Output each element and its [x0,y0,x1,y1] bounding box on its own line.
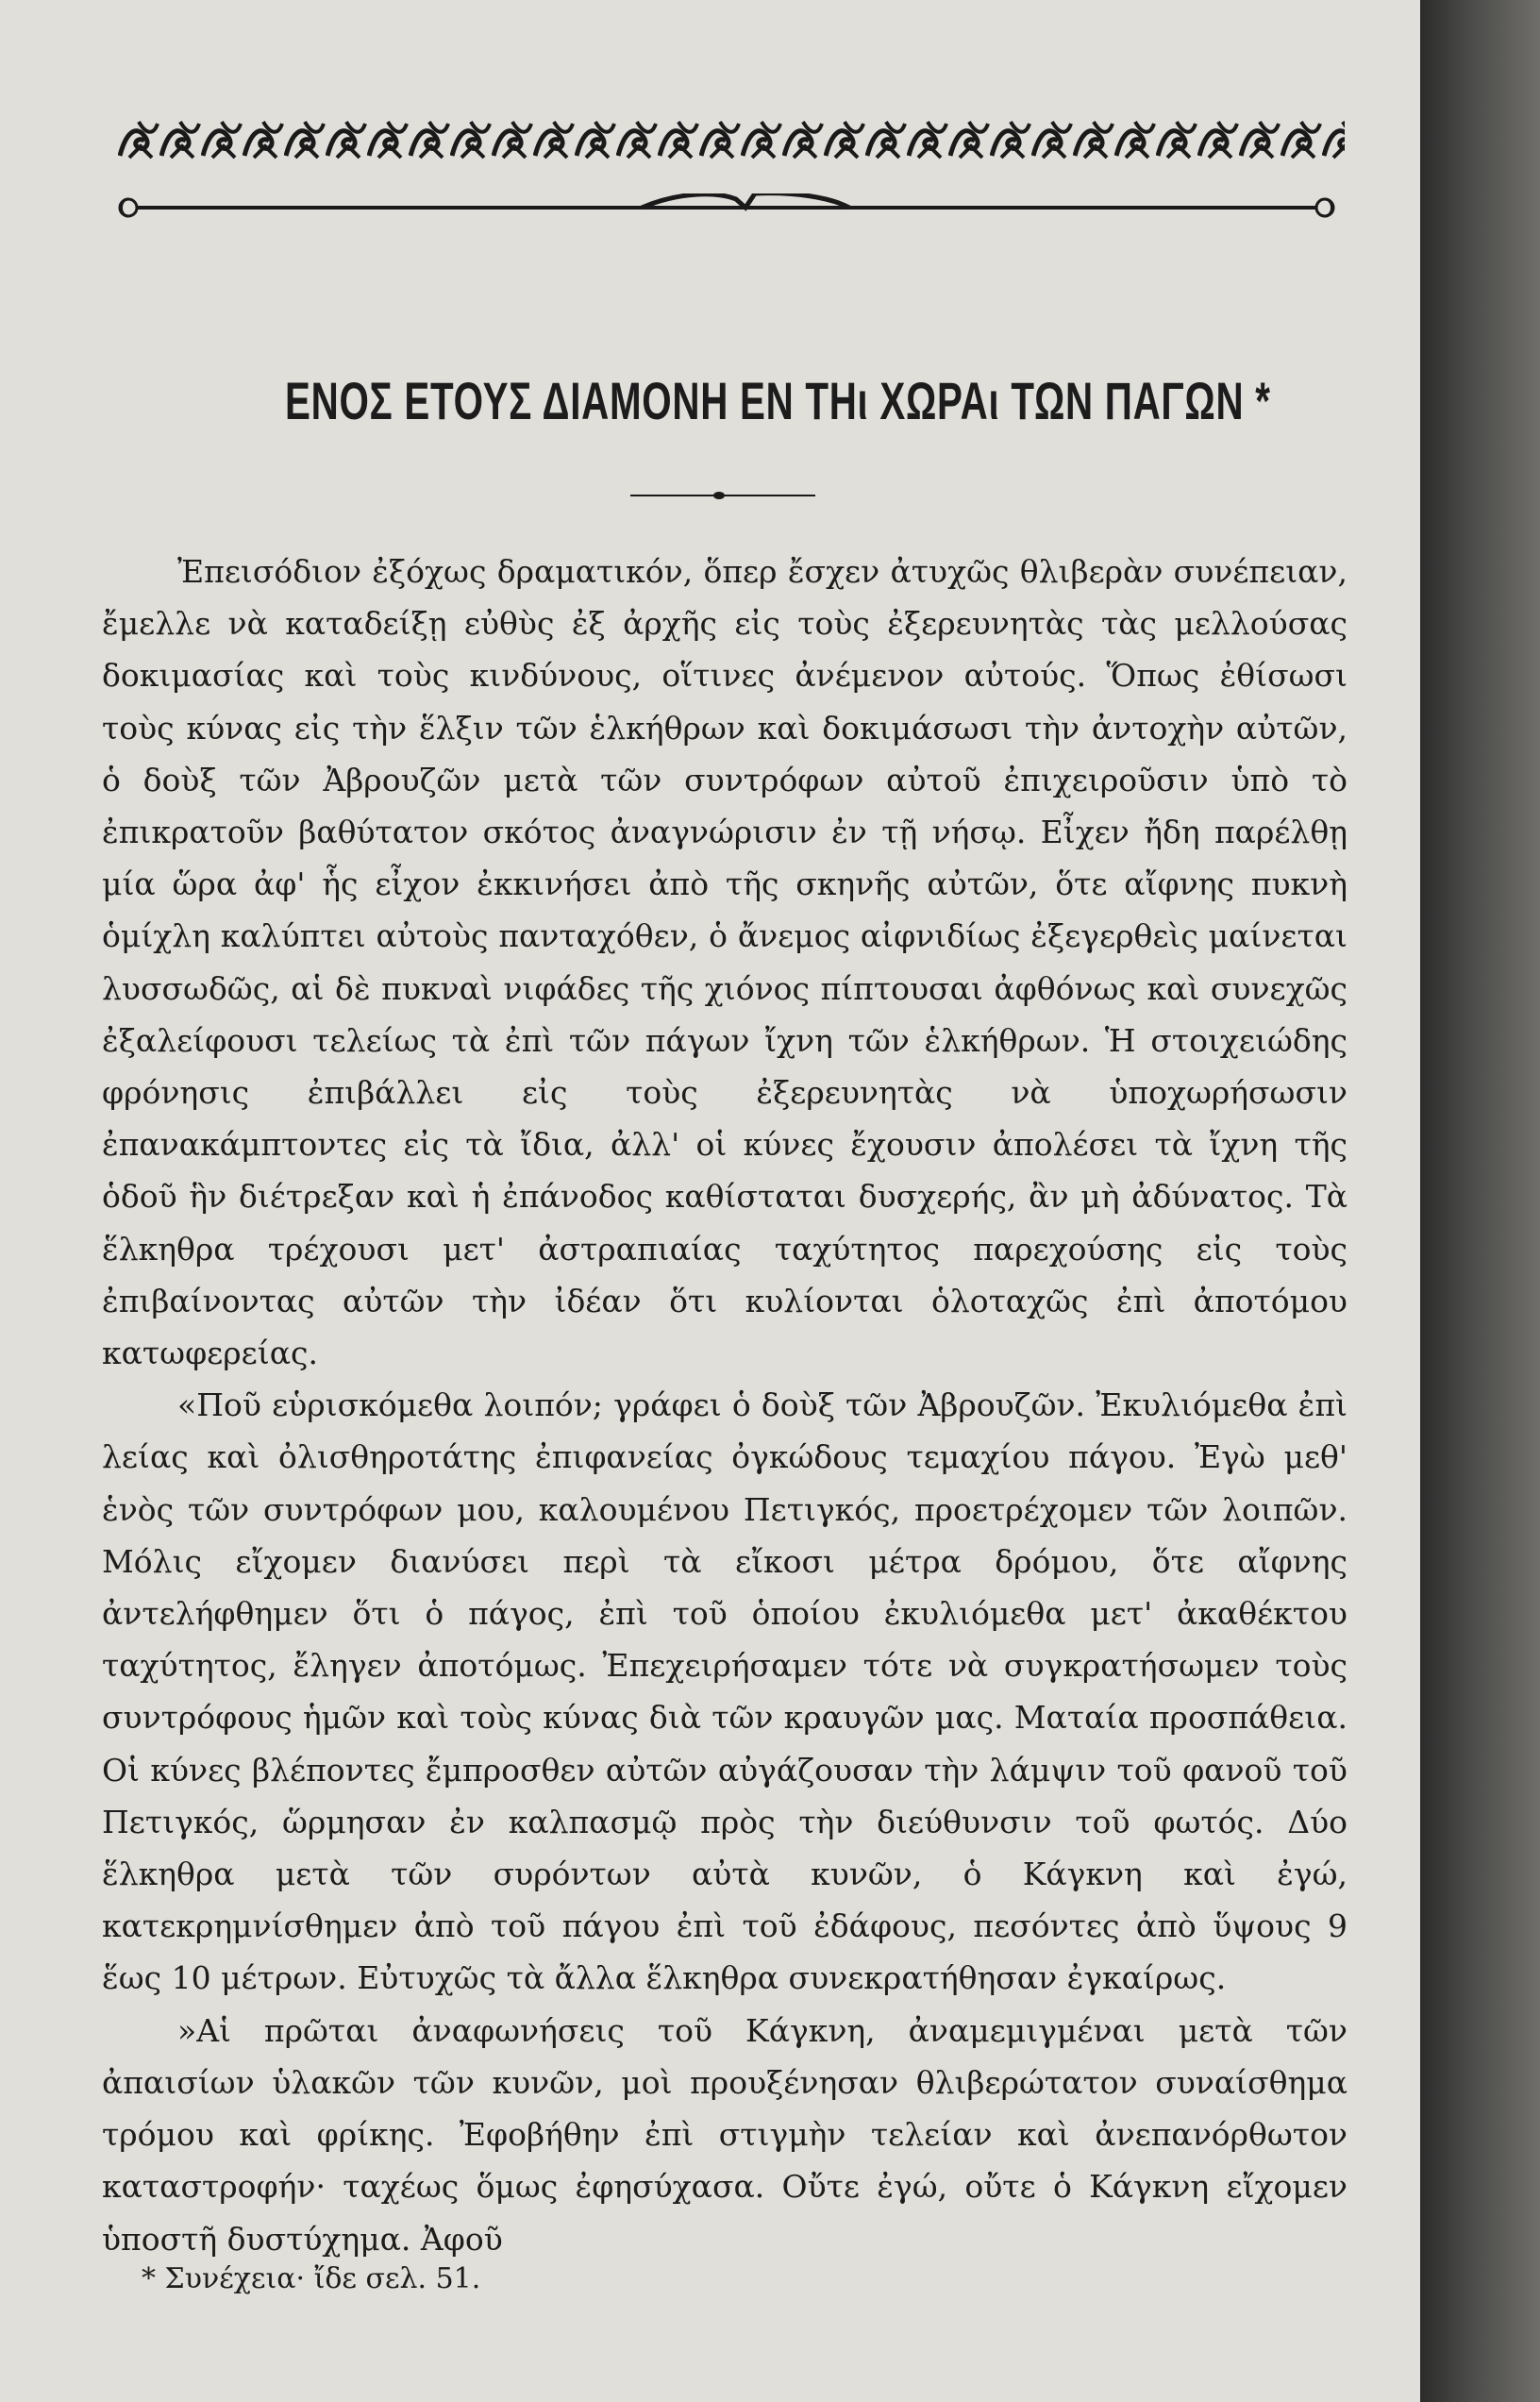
paragraph: «Ποῦ εὑρισκόμεθα λοιπόν; γράφει ὁ δοὺξ τῶν Ἀβρουζῶν. Ἐκυλιόμεθα ἐπὶ λείας καὶ ὀλισθηροτάτης ἐπιφανείας ὀγκώδους τεμαχίου πάγου. Ἐγὼ μεθ' ἑνὸς τῶν συντρόφων μου, καλουμένου Πετιγκός, προετρέχομεν τῶν λοιπῶν. Μόλις εἴχομεν διανύσει περὶ τὰ εἴκοσι μέτρα δρόμου, ὅτε αἴφνης ἀντελήφθημεν ὅτι ὁ πάγος, ἐπὶ τοῦ ὁποίου ἐκυλιόμεθα μετ' ἀκαθέκτου ταχύτητος, ἔληγεν ἀποτόμως. Ἐπεχειρήσαμεν τότε νὰ συγκρατήσωμεν τοὺς συντρόφους ἡμῶν καὶ τοὺς κύνας διὰ τῶν κραυγῶν μας. Ματαία προσπάθεια. Οἱ κύνες βλέποντες ἔμπροσθεν αὐτῶν αὐγάζουσαν τὴν λάμψιν τοῦ φανοῦ τοῦ Πετιγκός, ὥρμησαν ἐν καλπασμῷ πρὸς τὴν διεύθυνσιν τοῦ φωτός. Δύο ἕλκηθρα μετὰ τῶν συρόντων αὐτὰ κυνῶν, ὁ Κάγκνη καὶ ἐγώ, κατεκρημνίσθημεν ἀπὸ τοῦ πάγου ἐπὶ τοῦ ἐδάφους, πεσόντες ἀπὸ ὕψους 9 ἕως 10 μέτρων. Εὐτυχῶς τὰ ἄλλα ἕλκηθρα συνεκρατήθησαν ἐγκαίρως. [102,1386,1348,1997]
decorative-border-icon [118,118,1345,160]
book-spine-shadow [1420,0,1540,2402]
article-title: ΕΝΟΣ ΕΤΟΥΣ ΔΙΑΜΟΝΗ ΕΝ ΤΗι ΧΩΡΑι ΤΩΝ ΠΑΓΩΝ * [284,371,1271,430]
paragraph: Ἐπεισόδιον ἐξόχως δραματικόν, ὅπερ ἔσχεν ἀτυχῶς θλιβερὰν συνέπειαν, ἔμελλε νὰ καταδείξῃ εὐθὺς ἐξ ἀρχῆς εἰς τοὺς ἐξερευνητὰς τὰς μελλούσας δοκιμασίας καὶ τοὺς κινδύνους, οἵτινες ἀνέμενον αὐτούς. Ὅπως ἐθίσωσι τοὺς κύνας εἰς τὴν ἕλξιν τῶν ἑλκήθρων καὶ δοκιμάσωσι τὴν ἀντοχὴν αὐτῶν, ὁ δοὺξ τῶν Ἀβρουζῶν μετὰ τῶν συντρόφων αὐτοῦ ἐπιχειροῦσιν ὑπὸ τὸ ἐπικρατοῦν βαθύτατον σκότος ἀναγνώρισιν ἐν τῇ νήσῳ. Εἶχεν ἤδη παρέλθῃ μία ὥρα ἀφ' ἧς εἶχον ἐκκινήσει ἀπὸ τῆς σκηνῆς αὐτῶν, ὅτε αἴφνης πυκνὴ ὁμίχλη καλύπτει αὐτοὺς πανταχόθεν, ὁ ἄνεμος αἰφνιδίως ἐξεγερθεὶς μαίνεται λυσσωδῶς, αἱ δὲ πυκναὶ νιφάδες τῆς χιόνος πίπτουσαι ἀφθόνως καὶ συνεχῶς ἐξαλείφουσι τελείως τὰ ἐπὶ τῶν πάγων ἴχνη τῶν ἑλκήθρων. Ἡ στοιχειώδης φρόνησις ἐπιβάλλει εἰς τοὺς ἐξερευνητὰς νὰ ὑποχωρήσωσιν ἐπανακάμπτοντες εἰς τὰ ἴδια, ἀλλ' οἱ κύνες ἔχουσιν ἀπολέσει τὰ ἴχνη τῆς ὁδοῦ ἣν διέτρεξαν καὶ ἡ ἐπάνοδος καθίσταται δυσχερής, ἂν μὴ ἀδύνατος. Τὰ ἕλκηθρα τρέχουσι μετ' ἀστραπιαίας ταχύτητος παρεχούσης εἰς τοὺς ἐπιβαίνοντας αὐτῶν τὴν ἰδέαν ὅτι κυλίονται ὁλοταχῶς ἐπὶ ἀποτόμου κατωφερείας. [102,553,1348,1372]
footnote: * Συνέχεια· ἴδε σελ. 51. [142,2262,481,2295]
decorative-scroll-rule-icon [113,193,1340,222]
paragraph: »Αἱ πρῶται ἀναφωνήσεις τοῦ Κάγκνη, ἀναμεμιγμέναι μετὰ τῶν ἀπαισίων ὑλακῶν τῶν κυνῶν, μοὶ προυξένησαν θλιβερώτατον συναίσθημα τρόμου καὶ φρίκης. Ἐφοβήθην ἐπὶ στιγμὴν τελείαν καὶ ἀνεπανόρθωτον καταστροφήν· ταχέως ὅμως ἐφησύχασα. Οὔτε ἐγώ, οὔτε ὁ Κάγκνη εἴχομεν ὑποστῆ δυστύχημα. Ἀφοῦ [102,2011,1348,2258]
article-body [102,546,1348,2265]
title-divider-icon [630,491,815,500]
